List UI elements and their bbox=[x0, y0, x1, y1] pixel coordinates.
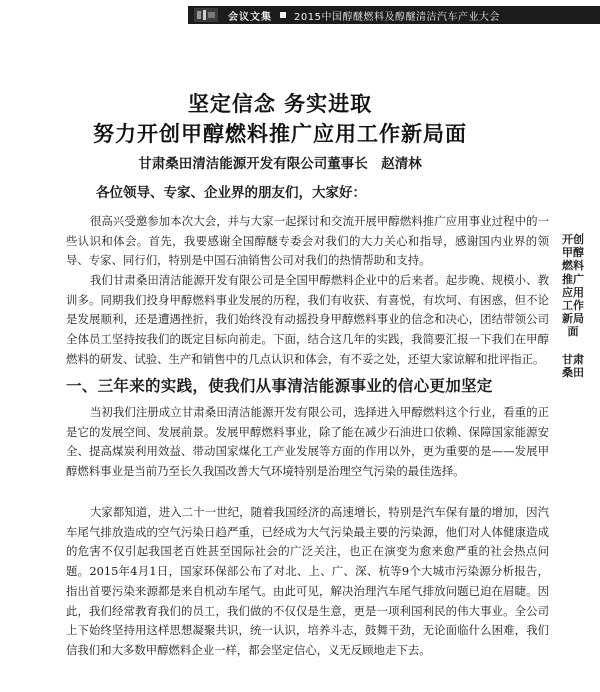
section-heading: 一、三年来的实践，使我们从事清洁能源事业的信心更加坚定 bbox=[66, 376, 493, 395]
side-running-title bbox=[562, 233, 584, 379]
body-paragraph: 当初我们注册成立甘肃桑田清洁能源开发有限公司，选择进入甲醇燃料这个行业，看重的正是它的发展空间、发展前景。发展甲醇燃料事业，除了能在减少石油进口依赖、保障国家能源安全、提高煤炭利用效益、带动国家煤化工产业发展等方面的作用以外，更为重要的是——发展甲醇燃料事业是当前乃至长久我国改善大气环境特别是治理空气污染的最佳选择。 bbox=[66, 405, 549, 479]
article-title-line2: 努力开创甲醇燃料推广应用工作新局面 bbox=[93, 121, 467, 146]
header-separator bbox=[280, 12, 286, 18]
side-running-title-separator bbox=[562, 339, 584, 353]
article-greeting: 各位领导、专家、企业界的朋友们，大家好： bbox=[96, 185, 366, 201]
article-title-line1: 坚定信念 务实进取 bbox=[187, 91, 373, 116]
side-running-title-text: 开创甲醇燃料推广应用工作新局面 bbox=[562, 233, 584, 339]
body-paragraph: 我们甘肃桑田清洁能源开发有限公司是全国甲醇燃料企业中的后来者。起步晚、规模小、教训多。同期我们投身甲醇燃料事业发展的历程，我们有收获、有喜悦，有坎坷、有困惑，但不论是发展顺利，还是遭遇挫折，我们始终没有动摇投身甲醇燃料事业的信念和决心，团结带领公司全体员工坚持按我们的既定目标向前走。下面，结合这几年的实践，我简要汇报一下我们在甲醇燃料的研发、试验、生产和销售中的几点认识和体会，有不妥之处，还望大家谅解和批评指正。 bbox=[66, 273, 549, 366]
side-running-title-author: 甘肃桑田 bbox=[562, 352, 584, 379]
body-paragraph: 大家都知道，进入二十一世纪，随着我国经济的高速增长，特别是汽车保有量的增加，因汽车尾气排放造成的空气污染日趋严重，已经成为大气污染最主要的污染源，他们对人体健康造成的危害不仅引起我国老百姓甚至国际社会的广泛关注，也正在演变为愈来愈严重的社会热点问题。2015年4月1日，国家环保部公布了对北、上、广、深、杭等9个大城市污染源分析报告，指出首要污染来源都是来自机动车尾气。由此可见，解决治理汽车尾气排放问题已迫在眉睫。因此，我们经常教育我们的员工，我们做的不仅仅是生意，更是一项利国利民的伟大事业。全公司上下始终坚持用这样思想凝聚共识，统一认识，培养斗志，鼓舞干劲，无论面临什么困难，我们信我们和大多数甲醇燃料企业一样，都会坚定信心，义无反顾地走下去。 bbox=[66, 505, 549, 657]
article-author: 甘肃桑田清洁能源开发有限公司董事长 赵清林 bbox=[138, 156, 422, 172]
conference-header-bar bbox=[188, 6, 600, 24]
header-doc-type: 会议文集 bbox=[228, 11, 272, 23]
header-conference-title: 2015中国醇醚燃料及醇醚清洁汽车产业大会 bbox=[294, 11, 500, 23]
header-decoration-icon bbox=[194, 8, 218, 22]
body-paragraph: 很高兴受邀参加本次大会，并与大家一起探讨和交流开展甲醇燃料推广应用事业过程中的一些认识和体会。首先，我要感谢全国醇醚专委会对我们的大力关心和指导，感谢国内业界的领导、专家、同行们，特别是中国石油销售公司对我们的热情帮助和支持。 bbox=[66, 214, 549, 268]
